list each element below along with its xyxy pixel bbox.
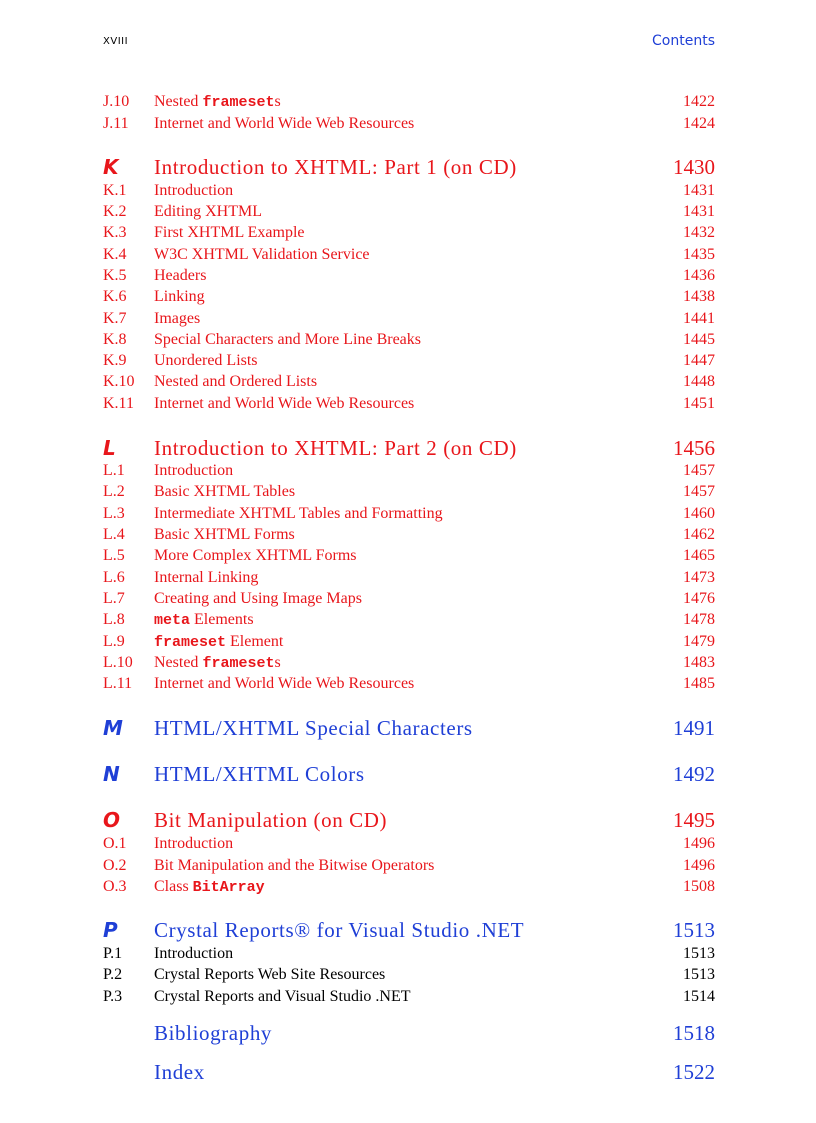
section-title: [154, 833, 233, 854]
page-number: 1445: [683, 331, 715, 348]
page-number: 1513: [673, 918, 715, 942]
page-number: 1422: [683, 93, 715, 110]
toc-section-row[interactable]: [0, 393, 816, 414]
page-number: 1508: [683, 878, 715, 895]
title-text: More Complex XHTML Forms: [154, 547, 357, 564]
chapter-title: Bit Manipulation (on CD): [154, 808, 388, 832]
page-number: 1513: [683, 966, 715, 983]
section-title: [154, 986, 411, 1007]
toc-section-row[interactable]: [0, 350, 816, 371]
title-text: Nested: [154, 93, 203, 110]
toc-section-row[interactable]: [0, 986, 816, 1007]
section-number: P.3: [103, 988, 123, 1005]
section-number: K.11: [103, 395, 134, 412]
chapter-letter: L: [103, 436, 116, 460]
code-term: frameset: [202, 94, 275, 111]
section-title: [154, 588, 362, 609]
page-number: 1492: [673, 762, 715, 786]
page-number: 1495: [673, 808, 715, 832]
section-title: [154, 350, 258, 371]
page-number: 1448: [683, 373, 715, 390]
section-number: K.3: [103, 224, 127, 241]
title-text: Headers: [154, 267, 207, 284]
section-number: O.1: [103, 835, 127, 852]
page-number: 1465: [683, 547, 715, 564]
title-text: Introduction: [154, 182, 234, 199]
chapter-title: Bibliography: [154, 1021, 273, 1045]
toc-section-row[interactable]: [0, 631, 816, 652]
title-text: Internet and World Wide Web Resources: [154, 395, 415, 412]
page-number: 1457: [683, 462, 715, 479]
title-text: Introduction: [154, 462, 234, 479]
title-text: Element: [226, 633, 284, 650]
title-text: Crystal Reports Web Site Resources: [154, 966, 386, 983]
page-number: 1460: [683, 505, 715, 522]
chapter-letter: K: [103, 155, 119, 179]
title-text: W3C XHTML Validation Service: [154, 246, 370, 263]
page-number: 1479: [683, 633, 715, 650]
code-term: frameset: [202, 655, 275, 672]
page-number: 1441: [683, 310, 715, 327]
section-title: [154, 371, 317, 392]
code-term: meta: [154, 612, 191, 629]
page-number: 1431: [683, 182, 715, 199]
toc-section-row[interactable]: [0, 588, 816, 609]
toc-section-row[interactable]: [0, 371, 816, 392]
section-number: K.8: [103, 331, 127, 348]
title-text: Elements: [190, 611, 254, 628]
toc-section-row[interactable]: [0, 201, 816, 222]
section-number: J.11: [103, 115, 129, 132]
toc-section-row[interactable]: [0, 833, 816, 854]
title-text: Special Characters and More Line Breaks: [154, 331, 422, 348]
title-text: Crystal Reports and Visual Studio .NET: [154, 988, 411, 1005]
page-number: 1436: [683, 267, 715, 284]
code-term: BitArray: [192, 879, 265, 896]
section-number: K.10: [103, 373, 135, 390]
toc-section-row[interactable]: [0, 308, 816, 329]
title-text: Class: [154, 878, 193, 895]
chapter-letter: N: [103, 762, 120, 786]
title-text: Introduction: [154, 835, 234, 852]
title-text: Internet and World Wide Web Resources: [154, 115, 415, 132]
section-number: L.1: [103, 462, 125, 479]
toc-section-row[interactable]: [0, 876, 816, 897]
title-text: Bit Manipulation and the Bitwise Operators: [154, 857, 435, 874]
toc-section-row[interactable]: [0, 503, 816, 524]
toc-section-row[interactable]: [0, 481, 816, 502]
section-number: K.1: [103, 182, 127, 199]
page-number-header: XVIII: [103, 36, 129, 47]
chapter-letter: M: [103, 716, 123, 740]
section-number: P.2: [103, 966, 123, 983]
toc-section-row[interactable]: [0, 524, 816, 545]
section-title: [154, 201, 262, 222]
page-number: 1514: [683, 988, 715, 1005]
section-title: [154, 113, 414, 134]
toc-section-row[interactable]: [0, 265, 816, 286]
title-text: First XHTML Example: [154, 224, 305, 241]
title-text: Nested: [154, 654, 203, 671]
page-number: 1438: [683, 288, 715, 305]
toc-section-row[interactable]: [0, 545, 816, 566]
page-number: 1457: [683, 483, 715, 500]
section-title: [154, 286, 205, 307]
toc-section-row[interactable]: [0, 244, 816, 265]
page-number: 1447: [683, 352, 715, 369]
title-text: Internet and World Wide Web Resources: [154, 675, 415, 692]
section-title: [154, 91, 281, 113]
page-number: 1522: [673, 1060, 715, 1084]
section-title: [154, 393, 414, 414]
chapter-title: HTML/XHTML Special Characters: [154, 716, 473, 740]
section-title: [154, 308, 200, 329]
page-number: 1451: [683, 395, 715, 412]
page-number: 1496: [683, 835, 715, 852]
title-text: Introduction: [154, 945, 234, 962]
chapter-letter: O: [103, 808, 121, 832]
section-number: J.10: [103, 93, 130, 110]
section-number: L.4: [103, 526, 125, 543]
code-term: frameset: [154, 634, 227, 651]
page-number: 1491: [673, 716, 715, 740]
section-title: [154, 631, 283, 653]
section-title: [154, 943, 233, 964]
section-title: [154, 481, 295, 502]
title-text: s: [274, 654, 281, 671]
page-number: 1485: [683, 675, 715, 692]
chapter-title: Introduction to XHTML: Part 2 (on CD): [154, 436, 517, 460]
page-number: 1483: [683, 654, 715, 671]
toc-section-row[interactable]: [0, 91, 816, 112]
section-number: K.4: [103, 246, 127, 263]
section-number: K.6: [103, 288, 127, 305]
page-number: 1518: [673, 1021, 715, 1045]
section-title: [154, 524, 295, 545]
page-number: 1424: [683, 115, 715, 132]
title-text: Nested and Ordered Lists: [154, 373, 318, 390]
section-number: O.3: [103, 878, 127, 895]
section-number: L.9: [103, 633, 125, 650]
title-text: Internal Linking: [154, 569, 259, 586]
toc-section-row[interactable]: [0, 567, 816, 588]
section-number: L.6: [103, 569, 125, 586]
section-title: [154, 673, 414, 694]
page-number: 1431: [683, 203, 715, 220]
section-number: L.10: [103, 654, 133, 671]
section-number: L.11: [103, 675, 133, 692]
section-title: [154, 265, 206, 286]
section-title: [154, 180, 233, 201]
toc-section-row[interactable]: [0, 180, 816, 201]
toc-section-row[interactable]: [0, 113, 816, 134]
section-title: [154, 329, 421, 350]
title-text: s: [274, 93, 281, 110]
page-number: 1478: [683, 611, 715, 628]
section-title: [154, 222, 305, 243]
toc-section-row[interactable]: [0, 286, 816, 307]
toc-section-row[interactable]: [0, 652, 816, 673]
chapter-title: Index: [154, 1060, 205, 1084]
section-number: L.3: [103, 505, 125, 522]
section-title: [154, 545, 357, 566]
section-number: L.7: [103, 590, 125, 607]
section-title: [154, 503, 443, 524]
toc-section-row[interactable]: [0, 460, 816, 481]
toc-section-row[interactable]: [0, 329, 816, 350]
title-text: Basic XHTML Tables: [154, 483, 296, 500]
section-title: [154, 244, 370, 265]
title-text: Intermediate XHTML Tables and Formatting: [154, 505, 443, 522]
page-number: 1432: [683, 224, 715, 241]
chapter-letter: P: [103, 918, 118, 942]
title-text: Creating and Using Image Maps: [154, 590, 362, 607]
chapter-title: Crystal Reports® for Visual Studio .NET: [154, 918, 525, 942]
chapter-title: HTML/XHTML Colors: [154, 762, 365, 786]
section-title: [154, 567, 258, 588]
page-number: 1496: [683, 857, 715, 874]
page-number: 1456: [673, 436, 715, 460]
title-text: Linking: [154, 288, 205, 305]
section-number: K.9: [103, 352, 127, 369]
section-title: [154, 460, 233, 481]
section-title: [154, 876, 265, 898]
chapter-title: Introduction to XHTML: Part 1 (on CD): [154, 155, 517, 179]
title-text: Basic XHTML Forms: [154, 526, 295, 543]
section-number: L.2: [103, 483, 125, 500]
page-number: 1513: [683, 945, 715, 962]
section-number: K.7: [103, 310, 127, 327]
toc-section-row[interactable]: [0, 222, 816, 243]
page-number: 1473: [683, 569, 715, 586]
page-number: 1476: [683, 590, 715, 607]
section-number: K.2: [103, 203, 127, 220]
toc-section-row[interactable]: [0, 673, 816, 694]
section-title: [154, 652, 281, 674]
toc-section-row[interactable]: [0, 855, 816, 876]
title-text: Unordered Lists: [154, 352, 258, 369]
running-header-title: Contents: [652, 33, 715, 49]
title-text: Images: [154, 310, 201, 327]
section-number: L.5: [103, 547, 125, 564]
section-number: P.1: [103, 945, 123, 962]
page-number: 1435: [683, 246, 715, 263]
page-number: 1430: [673, 155, 715, 179]
section-number: L.8: [103, 611, 125, 628]
toc-section-row[interactable]: [0, 943, 816, 964]
toc-section-row[interactable]: [0, 609, 816, 630]
title-text: Editing XHTML: [154, 203, 262, 220]
section-number: O.2: [103, 857, 127, 874]
section-title: [154, 609, 254, 631]
section-number: K.5: [103, 267, 127, 284]
toc-section-row[interactable]: [0, 964, 816, 985]
section-title: [154, 855, 434, 876]
page-number: 1462: [683, 526, 715, 543]
section-title: [154, 964, 385, 985]
